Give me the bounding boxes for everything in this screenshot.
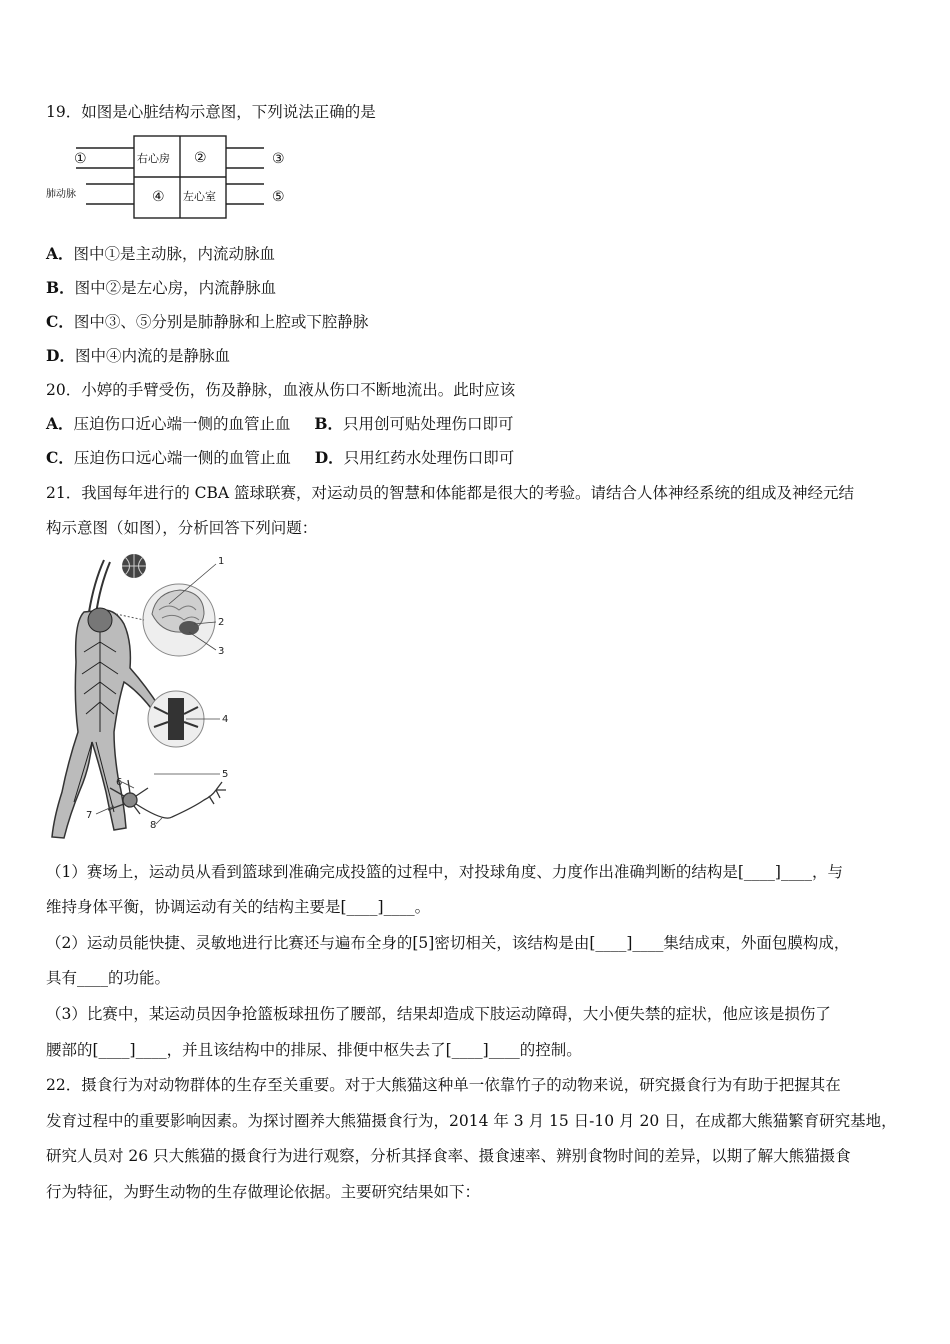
fig-label-3: 3: [218, 646, 225, 657]
label-2: ②: [194, 150, 207, 166]
q21-sub3-line2: 腰部的[____]____，并且该结构中的排尿、排便中枢失去了[____]____的控制。: [46, 1041, 582, 1059]
q20-options-ab: A．压迫伤口近心端一侧的血管止血 B．只用创可贴处理伤口即可: [46, 414, 514, 433]
q22-line4: 行为特征，为野生动物的生存做理论依据。主要研究结果如下：: [46, 1183, 481, 1201]
label-5: ⑤: [272, 189, 285, 205]
q21-stem-line2: 构示意图（如图），分析回答下列问题：: [46, 519, 318, 537]
q20-options-cd: C．压迫伤口远心端一侧的血管止血 D．只用红药水处理伤口即可: [46, 448, 515, 467]
q19-option-c: C．图中③、⑤分别是肺静脉和上腔或下腔静脉: [46, 312, 369, 331]
q22-line2: 发育过程中的重要影响因素。为探讨圈养大熊猫摄食行为，2014 年 3 月 15 日-10 月 20 日，在成都大熊猫繁育研究基地，: [46, 1112, 897, 1130]
fig-label-5: 5: [222, 769, 229, 780]
athlete-body: [52, 608, 160, 838]
q19-option-d: D．图中④内流的是静脉血: [46, 346, 230, 365]
q22-line3: 研究人员对 26 只大熊猫的摄食行为进行观察，分析其择食率、摄食速率、辨别食物时间的差异，以期了解大熊猫摄食: [46, 1147, 851, 1165]
label-4: ④: [152, 189, 165, 205]
q21-sub1-line1: （1）赛场上，运动员从看到篮球到准确完成投篮的过程中，对投球角度、力度作出准确判断的结构是[____]____，与: [46, 863, 843, 881]
fig-label-6: 6: [116, 777, 123, 788]
heart-structure-diagram: [46, 134, 296, 224]
label-3: ③: [272, 151, 285, 167]
label-1: ①: [74, 151, 87, 167]
fig-label-1: 1: [218, 556, 225, 567]
q20-stem: 20．小婷的手臂受伤，伤及静脉，血液从伤口不断地流出。此时应该: [46, 381, 516, 399]
q21-sub3-line1: （3）比赛中，某运动员因争抢篮板球扭伤了腰部，结果却造成下肢运动障碍，大小便失禁的症状，他应该是损伤了: [46, 1005, 831, 1023]
basketball-icon: [122, 554, 146, 578]
label-left-ventricle: 左心室: [183, 190, 216, 203]
neuron-figure: [108, 780, 226, 818]
fig-label-4: 4: [222, 714, 229, 725]
brain-inset: [116, 584, 215, 656]
nervous-system-figure: [44, 552, 244, 844]
q22-line1: 22．摄食行为对动物群体的生存至关重要。对于大熊猫这种单一依靠竹子的动物来说，研究摄食行为有助于把握其在: [46, 1076, 841, 1094]
label-right-atrium: 右心房: [137, 152, 170, 165]
q21-stem-line1: 21．我国每年进行的 CBA 篮球联赛，对运动员的智慧和体能都是很大的考验。请结合人体神经系统的组成及神经元结: [46, 484, 855, 502]
q19-option-b: B．图中②是左心房，内流静脉血: [46, 278, 277, 297]
fig-label-2: 2: [218, 617, 225, 628]
fig-label-8: 8: [150, 820, 157, 831]
q21-sub1-line2: 维持身体平衡，协调运动有关的结构主要是[____]____。: [46, 898, 431, 916]
q21-sub2-line1: （2）运动员能快捷、灵敏地进行比赛还与遍布全身的[5]密切相关，该结构是由[____]____集结成束，外面包膜构成，: [46, 934, 850, 952]
q19-stem: 19．如图是心脏结构示意图，下列说法正确的是: [46, 103, 376, 121]
q19-option-a: A．图中①是主动脉，内流动脉血: [46, 244, 276, 263]
fig-label-7: 7: [86, 810, 93, 821]
q21-sub2-line2: 具有____的功能。: [46, 969, 171, 987]
label-pulmonary-artery: 肺动脉: [46, 189, 76, 200]
